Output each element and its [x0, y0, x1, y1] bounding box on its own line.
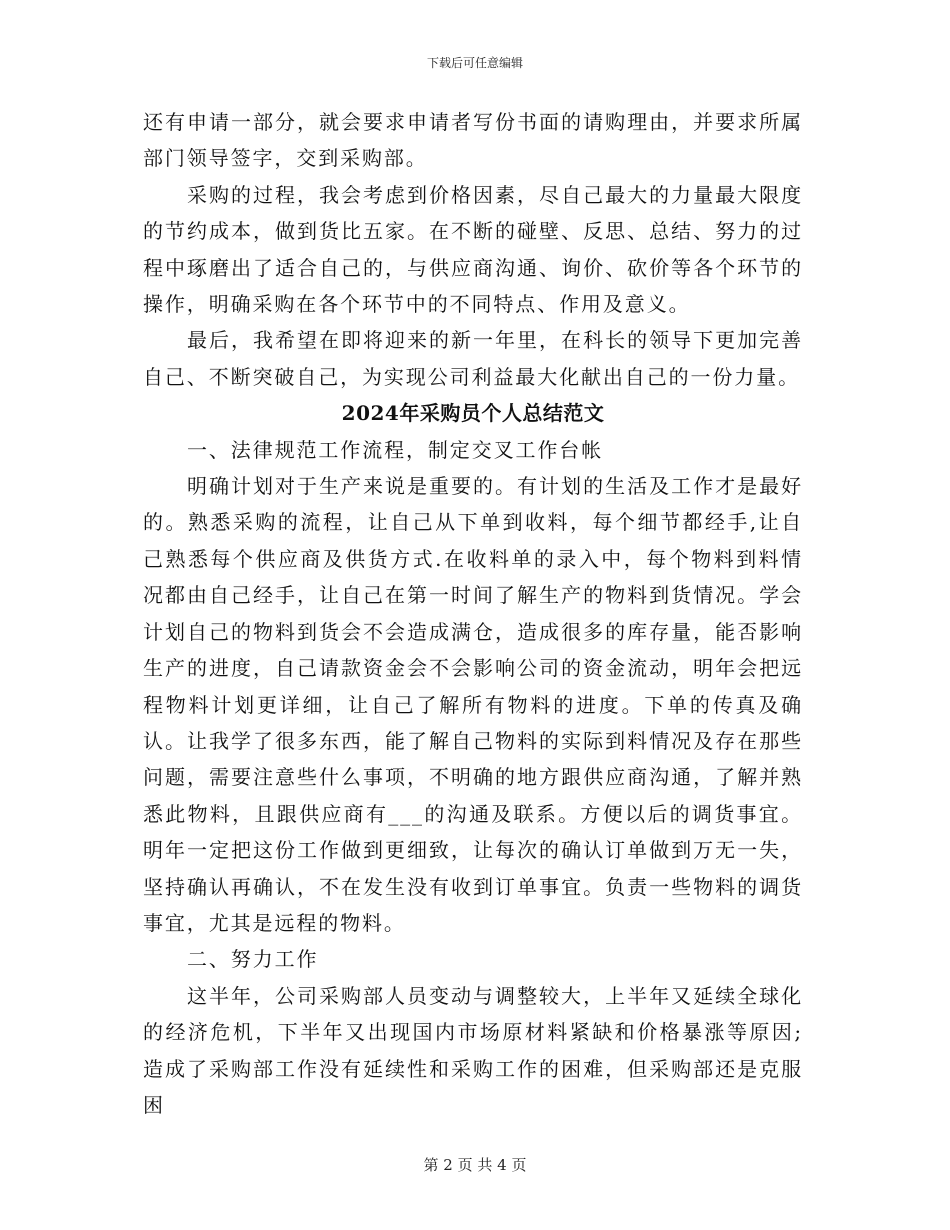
section-body-1: 明确计划对于生产来说是重要的。有计划的生活及工作才是最好的。熟悉采购的流程，让自己从下单到收料，每个细节都经手,让自己熟悉每个供应商及供货方式.在收料单的录入中，每个物料到料情况都由自己经手，让自己在第一时间了解生产的物料到货情况。学会计划自己的物料到货会不会造成满仓，造成很多的库存量，能否影响生产的进度，自己请款资金会不会影响公司的资金流动，明年会把远程物料计划更详细，让自己了解所有物料的进度。下单的传真及确认。让我学了很多东西，能了解自己物料的实际到料情况及存在那些问题，需要注意些什么事项，不明确的地方跟供应商沟通，了解并熟悉此物料，且跟供应商有___的沟通及联系。方便以后的调货事宜。明年一定把这份工作做到更细致，让每次的确认订单做到万无一失，坚持确认再确认，不在发生没有收到订单事宜。负责一些物料的调货事宜，尤其是远程的物料。 [143, 474, 803, 935]
document-title: 2024年采购员个人总结范文 [341, 401, 605, 426]
paragraph-procurement-process: 采购的过程，我会考虑到价格因素，尽自己最大的力量最大限度的节约成本，做到货比五家。在不断的碰壁、反思、总结、努力的过程中琢磨出了适合自己的，与供应商沟通、询价、砍价等各个环节的操作，明确采购在各个环节中的不同特点、作用及意义。 [143, 182, 803, 317]
document-body [143, 104, 803, 1123]
paragraph-conclusion: 最后，我希望在即将迎来的新一年里，在科长的领导下更加完善自己、不断突破自己，为实现公司利益最大化献出自己的一份力量。 [143, 328, 803, 389]
page-number-footer: 第 2 页 共 4 页 [423, 1156, 527, 1174]
paragraph-continuation: 还有申请一部分，就会要求申请者写份书面的请购理由，并要求所属部门领导签字，交到采购部。 [143, 110, 803, 171]
section-heading-1: 一、法律规范工作流程，制定交叉工作台帐 [187, 437, 604, 462]
section-body-2: 这半年，公司采购部人员变动与调整较大，上半年又延续全球化的经济危机，下半年又出现国内市场原材料紧缺和价格暴涨等原因;造成了采购部工作没有延续性和采购工作的困难，但采购部还是克服困 [143, 983, 803, 1117]
page-header-note: 下载后可任意编辑 [426, 56, 523, 70]
section-heading-2: 二、努力工作 [187, 947, 319, 972]
